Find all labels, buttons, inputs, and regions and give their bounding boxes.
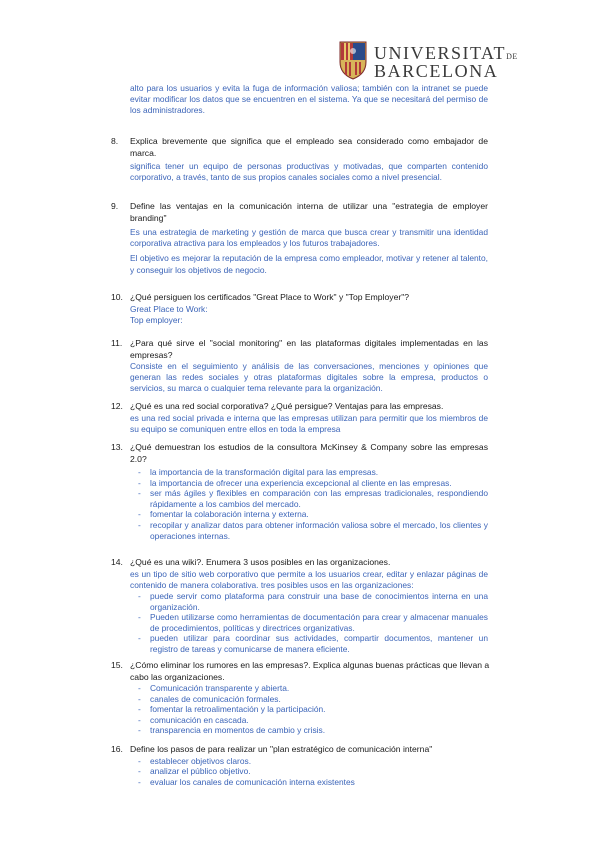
question-14-text: 14. ¿Qué es una wiki?. Enumera 3 usos posibles en las organizaciones. [111,557,391,567]
great-place-label: Great Place to Work: [130,303,208,314]
question-15-text: 15. ¿Cómo eliminar los rumores en las empresas?. Explica algunas buenas prácticas que llevan a cabo las organizaciones. [111,660,490,682]
question-9 [111,201,488,276]
list-item: - fomentar la retroalimentación y la participación. [130,704,492,715]
logo-line-1: UNIVERSITATDE [374,43,518,63]
list-item: - establecer objetivos claros. [130,756,488,767]
question-16 [111,744,488,787]
question-number: 15. [111,660,123,670]
top-employer-label: Top employer: [130,314,183,325]
logo-line-2: BARCELONA [374,61,499,81]
answer-14: es un tipo de sitio web corporativo que permite a los usuarios crear, editar y enlazar páginas de contenido de manera colaborativa. tres posibles usos en las organizaciones: [130,568,488,590]
list-item: - analizar el público objetivo. [130,766,488,777]
question-number: 13. [111,442,123,452]
question-12 [111,401,488,435]
question-11 [111,338,488,395]
logo-line-1-small: DE [506,52,518,61]
question-number: 9. [111,201,119,211]
question-13 [111,442,488,541]
question-13-text: 13. ¿Qué demuestran los estudios de la consultora McKinsey & Company sobre las empresas 2.0? [111,442,488,464]
answer-9: Es una estrategia de marketing y gestión de marca que busca crear y transmitir una identidad corporativa atractiva para los empleados y los futuros trabajadores. [130,227,488,249]
question-10-text: 10. ¿Qué persiguen los certificados "Great Place to Work" y "Top Employer"? [111,292,410,302]
question-number: 8. [111,136,119,146]
question-15 [111,660,492,736]
question-10 [111,292,488,326]
question-13-list [130,467,488,541]
answer-12: es una red social privada e interna que las empresas utilizan para permitir que los miembros de su equipo se comuniquen entre ellos en toda la empresa [130,412,488,434]
question-8-text: 8. Explica brevemente que significa que el empleado sea considerado como embajador de marca. [111,136,488,158]
question-12-text: 12. ¿Qué es una red social corporativa? ¿Qué persigue? Ventajas para las empresas. [111,401,444,411]
question-8 [111,136,488,183]
question-14-list [130,591,488,655]
intro-text: alto para los usuarios y evita la fuga de información valiosa; también con la intranet se puede evitar modificar los datos que se encuentren en el sistema. Ya que se necesitará del permiso de los administradores. [130,83,488,116]
list-item: - fomentar la colaboración interna y externa. [130,509,488,520]
list-item: - Pueden utilizarse como herramientas de documentación para crear y almacenar manuales de procedimientos, políticas y directrices organizativas. [130,612,488,633]
question-number: 12. [111,401,123,411]
question-number: 11. [111,338,123,348]
question-number: 16. [111,744,123,754]
list-item: - comunicación en cascada. [130,715,492,726]
question-11-text: 11. ¿Para qué sirve el "social monitoring" en las plataformas digitales implementadas en las empresas? [111,338,488,360]
question-16-list [130,756,488,788]
question-9-text: 9. Define las ventajas en la comunicación interna de utilizar una "estrategia de employer branding" [111,201,488,223]
answer-9-objective: El objetivo es mejorar la reputación de la empresa como empleador, motivar y retener al talento, y conseguir los objetivos de negocio. [130,253,488,275]
list-item: - pueden utilizar para coordinar sus actividades, compartir documentos, mantener un registro de tareas y comunicarse de manera eficiente. [130,633,488,654]
question-16-text: 16. Define los pasos de para realizar un "plan estratégico de comunicación interna" [111,744,433,754]
answer-8: significa tener un equipo de personas productivas y motivadas, que comparten contenido corporativo, a través, tanto de sus propios canales sociales como a nivel presencial. [130,161,488,183]
list-item: - la importancia de ofrecer una experiencia excepcional al cliente en las empresas. [130,478,488,489]
shield-icon [338,40,368,80]
list-item: - Comunicación transparente y abierta. [130,683,492,694]
intro-block [130,83,488,117]
list-item: - puede servir como plataforma para construir una base de conocimientos interna en una organización. [130,591,488,612]
list-item: - canales de comunicación formales. [130,694,492,705]
university-logo [338,40,518,82]
question-number: 14. [111,557,123,567]
list-item: - ser más ágiles y flexibles en comparación con las empresas tradicionales, respondiendo rápidamente a los cambios del mercado. [130,488,488,509]
answer-11: Consiste en el seguimiento y análisis de las conversaciones, menciones y opiniones que generan las redes sociales y otras plataformas digitales sobre la empresa, productos o servicios, su marca o cualquier tema relevante para la organización. [130,361,488,394]
list-item: - transparencia en momentos de cambio y crisis. [130,725,492,736]
question-number: 10. [111,292,123,302]
list-item: - evaluar los canales de comunicación interna existentes [130,777,488,788]
question-15-list [130,683,492,736]
list-item: - la importancia de la transformación digital para las empresas. [130,467,488,478]
list-item: - recopilar y analizar datos para obtener información valiosa sobre el mercado, los clientes y operaciones internas. [130,520,488,541]
question-14 [111,557,488,654]
